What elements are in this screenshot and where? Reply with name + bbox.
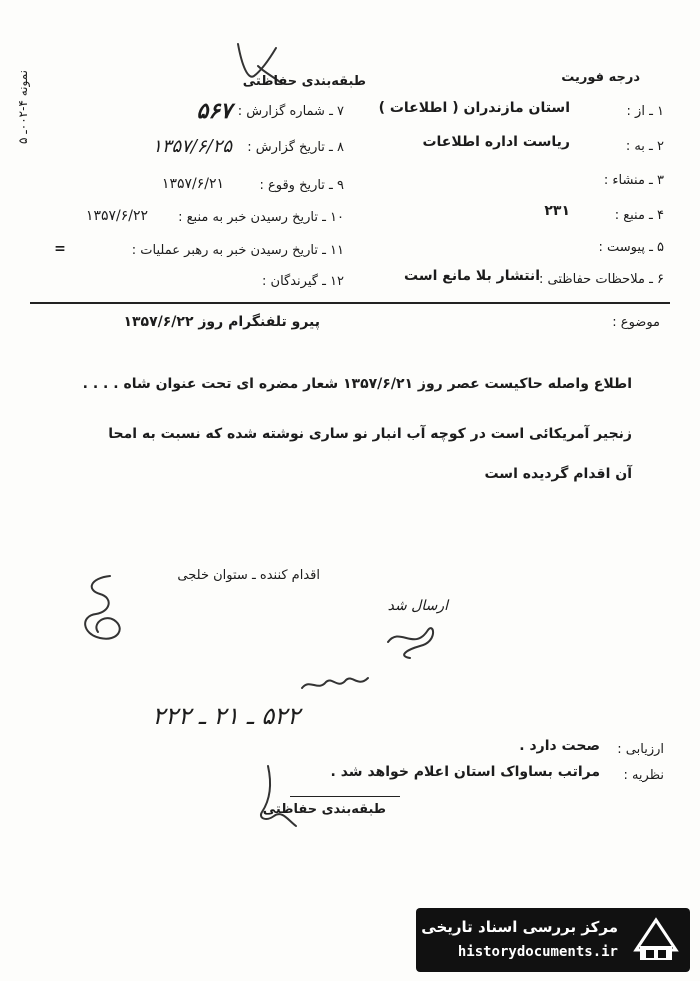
handwritten-numbers: ۵۲۲ ـ ۲۱ ـ ۲۲۲ [152, 702, 300, 730]
field-label-occurrence-date: ۹ ـ تاریخ وقوع : [259, 178, 344, 193]
field-label-recipients: ۱۲ ـ گیرندگان : [262, 274, 344, 289]
footer-rule [290, 796, 400, 797]
header-divider [30, 302, 670, 304]
field-label-source: ۴ ـ منبع : [614, 208, 664, 223]
watermark [416, 908, 690, 972]
field-label-attachment: ۵ ـ پیوست : [598, 240, 664, 255]
evaluation-label: ارزیابی : [617, 742, 664, 757]
field-value-source-receipt-date: ۱۳۵۷/۶/۲۲ [85, 208, 148, 224]
subject-label: موضوع : [612, 315, 660, 330]
field-label-from: ۱ ـ از : [626, 104, 664, 119]
footer-classification: طبقه‌بندی حفاظتی [262, 802, 386, 817]
watermark-title: مرکز بررسی اسناد تاریخی [421, 918, 618, 936]
field-value-leader-receipt-date: = [54, 241, 66, 257]
field-value-from: استان مازندران ( اطلاعات ) [378, 100, 570, 116]
classification-header: طبقه‌بندی حفاظتی [242, 74, 366, 89]
field-value-to: ریاست اداره اطلاعات [422, 134, 570, 150]
footer-signature [248, 760, 308, 830]
handwritten-note: ارسال شد [387, 598, 448, 614]
field-value-occurrence-date: ۱۳۵۷/۶/۲۱ [161, 176, 224, 192]
opinion-value: مراتب بساواک استان اعلام خواهد شد . [330, 764, 600, 780]
body-line-3: آن اقدام گردیده است [484, 466, 632, 482]
evaluation-value: صحت دارد . [519, 738, 600, 754]
body-line-2: زنجیر آمریکائی است در کوچه آب انبار نو ساری نوشته شده که نسبت به امحا [108, 426, 632, 442]
handwritten-numbers-small [296, 664, 376, 698]
field-label-leader-receipt-date: ۱۱ ـ تاریخ رسیدن خبر به رهبر عملیات : [131, 243, 344, 258]
form-number: نمونه ۴-۰۰۲ـ ۵ [16, 70, 30, 145]
subject-value: پیرو تلفنگرام روز ۱۳۵۷/۶/۲۲ [123, 314, 320, 330]
handwritten-scribble [380, 612, 450, 662]
signature-scribble [70, 568, 140, 648]
field-value-source: ۲۳۱ [544, 203, 570, 219]
body-line-1: اطلاع واصله حاکیست عصر روز ۱۳۵۷/۶/۲۱ شعار مضره ای تحت عنوان شاه . . . . [82, 376, 632, 392]
field-label-source-receipt-date: ۱۰ ـ تاریخ رسیدن خبر به منبع : [178, 210, 344, 225]
field-label-to: ۲ ـ به : [625, 139, 664, 154]
watermark-site: historydocuments.ir [457, 944, 618, 960]
field-label-report-date: ۸ ـ تاریخ گزارش : [247, 140, 344, 155]
archive-logo-icon [630, 914, 682, 966]
field-label-report-number: ۷ ـ شماره گزارش : [237, 104, 344, 119]
field-value-report-date: ۱۳۵۷/۶/۲۵ [152, 136, 232, 157]
field-value-report-number: ۵۶۷ [196, 98, 232, 124]
urgency-label: درجه فوریت [561, 70, 640, 85]
field-value-security-notes: انتشار بلا مانع است [404, 268, 540, 284]
opinion-label: نظریه : [623, 768, 664, 783]
field-label-security-notes: ۶ ـ ملاحظات حفاظتی : [539, 272, 664, 287]
action-officer: اقدام کننده ـ ستوان خلجی [177, 568, 320, 583]
field-label-origin: ۳ ـ منشاء : [603, 173, 664, 188]
